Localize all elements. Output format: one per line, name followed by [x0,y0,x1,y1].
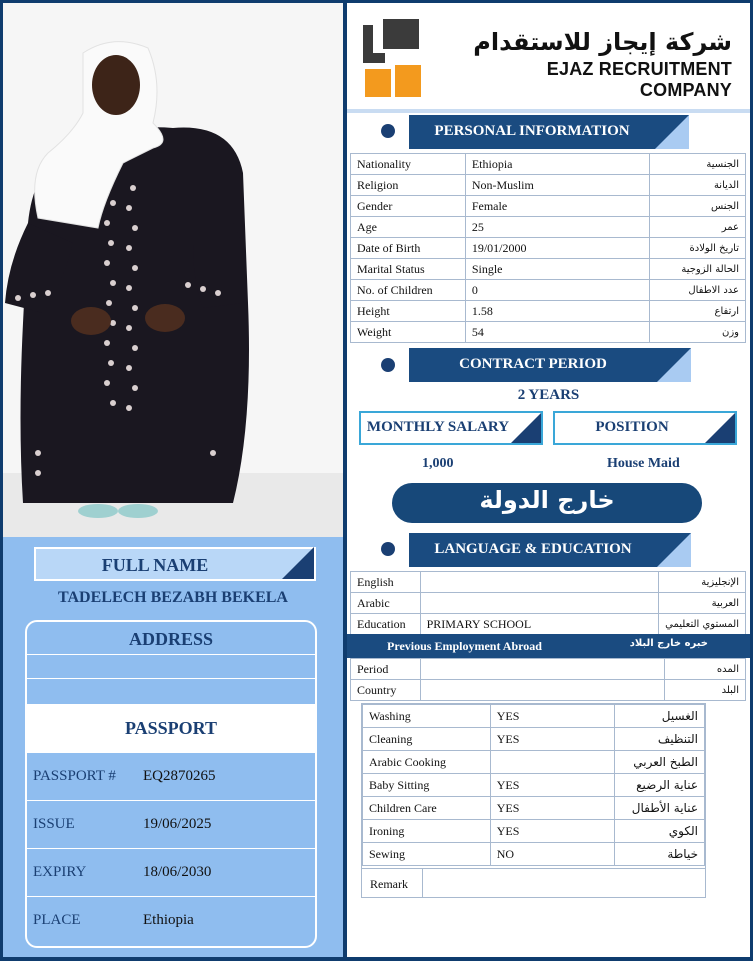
bullet-dot [381,542,395,556]
skill-label: Sewing [363,843,491,866]
corner-decoration [655,115,689,149]
personal-info-header [409,115,689,149]
table-row [351,572,746,593]
position-value: House Maid [607,456,680,471]
row-value: PRIMARY SCHOOL [420,614,659,635]
passport-expiry-value: 18/06/2030 [143,864,212,880]
row-label: Arabic [351,593,421,614]
table-row [363,843,705,866]
contract-period-header [409,348,691,382]
table-row [351,680,746,701]
table-row [363,728,705,751]
skill-label-arabic: عناية الأطفال [615,797,705,820]
language-education-header [409,533,691,567]
passport-number-value: EQ2870265 [143,768,216,784]
monthly-salary-value: 1,000 [422,456,454,471]
abroad-badge: خارج الدولة [392,483,702,523]
contract-period-title: CONTRACT PERIOD [459,356,607,372]
table-row [363,797,705,820]
previous-employment-title: Previous Employment Abroad [387,639,542,653]
previous-employment-title-arabic: خبره خارج البلاد [629,638,708,649]
table-row [351,196,746,217]
row-value [420,680,664,701]
row-value: Female [465,196,649,217]
table-row [363,751,705,774]
company-logo-icon [357,13,422,101]
table-row [363,705,705,728]
row-value: 25 [465,217,649,238]
row-label-arabic: عدد الاطفال [650,280,746,301]
table-row [363,774,705,797]
row-label-arabic: الحالة الزوجية [650,259,746,280]
full-name-label: FULL NAME [101,555,209,575]
row-label-arabic: المده [665,659,746,680]
table-row [351,175,746,196]
row-label-arabic: وزن [650,322,746,343]
personal-info-table [350,153,746,343]
table-row [351,259,746,280]
passport-expiry-row [27,848,315,896]
skill-value: YES [490,774,614,797]
row-label-arabic: البلد [665,680,746,701]
monthly-salary-label-box [359,411,543,445]
left-panel [3,3,343,957]
row-value: 0 [465,280,649,301]
passport-number-row [27,752,315,800]
passport-number-label: PASSPORT # [33,768,116,784]
right-panel [347,3,750,957]
skill-label-arabic: الغسيل [615,705,705,728]
remark-label: Remark [370,877,408,891]
row-value: Non-Muslim [465,175,649,196]
skill-value: YES [490,728,614,751]
skill-value [490,751,614,774]
table-row [363,820,705,843]
table-row [351,322,746,343]
remark-divider [422,869,423,897]
bullet-dot [381,124,395,138]
skill-value: NO [490,843,614,866]
table-row [351,659,746,680]
row-label: Date of Birth [351,238,466,259]
row-value: Single [465,259,649,280]
row-label: Education [351,614,421,635]
row-value: 1.58 [465,301,649,322]
table-row [351,154,746,175]
personal-info-title: PERSONAL INFORMATION [434,123,630,139]
passport-place-label: PLACE [33,912,81,928]
corner-decoration [511,413,541,443]
skill-label: Arabic Cooking [363,751,491,774]
corner-decoration [282,547,314,579]
row-label: Period [351,659,421,680]
full-name-value: TADELECH BEZABH BEKELA [58,589,288,606]
corner-decoration [657,348,691,382]
corner-decoration [657,533,691,567]
row-label-arabic: الجنسية [650,154,746,175]
row-value: 19/01/2000 [465,238,649,259]
row-label-arabic: ارتفاع [650,301,746,322]
skill-label-arabic: عناية الرضيع [615,774,705,797]
bullet-dot [381,358,395,372]
full-name-label-box [34,547,316,581]
passport-issue-label: ISSUE [33,816,75,832]
row-label-arabic: العربية [659,593,746,614]
skill-label: Cleaning [363,728,491,751]
position-label-box [553,411,737,445]
skill-label-arabic: الكوي [615,820,705,843]
monthly-salary-label: MONTHLY SALARY [366,419,510,435]
header-divider [347,109,750,113]
position-label: POSITION [595,419,669,435]
address-line-2 [27,678,315,702]
skill-label-arabic: خياطة [615,843,705,866]
candidate-photo-illustration [3,3,343,537]
table-row [351,614,746,635]
passport-label: PASSPORT [27,704,315,752]
skill-label: Baby Sitting [363,774,491,797]
row-label-arabic: عمر [650,217,746,238]
skills-table [362,704,705,866]
skill-value: YES [490,705,614,728]
address-line-1 [27,654,315,678]
skill-label: Ironing [363,820,491,843]
employment-table [350,658,746,701]
address-label: ADDRESS [128,629,214,649]
row-label: English [351,572,421,593]
row-label-arabic: المستوي التعليمي [659,614,746,635]
table-row [351,593,746,614]
row-label: Religion [351,175,466,196]
contract-period-value: 2 YEARS [517,387,580,403]
table-row [351,280,746,301]
row-label: Age [351,217,466,238]
row-value [420,572,659,593]
skill-value: YES [490,820,614,843]
row-label: Nationality [351,154,466,175]
language-education-title: LANGUAGE & EDUCATION [434,541,632,557]
table-row [351,238,746,259]
passport-issue-value: 19/06/2025 [143,816,212,832]
skill-label-arabic: الطبخ العربي [615,751,705,774]
row-value [420,593,659,614]
corner-decoration [705,413,735,443]
row-label: Country [351,680,421,701]
row-label-arabic: تاريخ الولادة [650,238,746,259]
skill-value: YES [490,797,614,820]
table-row [351,301,746,322]
row-value: 54 [465,322,649,343]
passport-expiry-label: EXPIRY [33,864,87,880]
row-label: Gender [351,196,466,217]
language-table [350,571,746,635]
row-label: Weight [351,322,466,343]
row-label-arabic: الديانة [650,175,746,196]
skill-label-arabic: التنظيف [615,728,705,751]
table-row [351,217,746,238]
skill-label: Children Care [363,797,491,820]
row-label: Marital Status [351,259,466,280]
candidate-photo [3,3,343,537]
row-value [420,659,664,680]
row-label-arabic: الإنجليزية [659,572,746,593]
passport-issue-row [27,800,315,848]
skill-label: Washing [363,705,491,728]
company-name-arabic: شركة إيجاز للاستقدام [473,28,732,56]
previous-employment-header [347,634,750,658]
address-passport-panel [25,620,317,948]
passport-place-row [27,896,315,944]
row-value: Ethiopia [465,154,649,175]
row-label-arabic: الجنس [650,196,746,217]
remark-row [361,868,706,898]
passport-place-value: Ethiopia [143,912,194,928]
row-label: Height [351,301,466,322]
company-name-english: EJAZ RECRUITMENT COMPANY [546,59,732,100]
row-label: No. of Children [351,280,466,301]
